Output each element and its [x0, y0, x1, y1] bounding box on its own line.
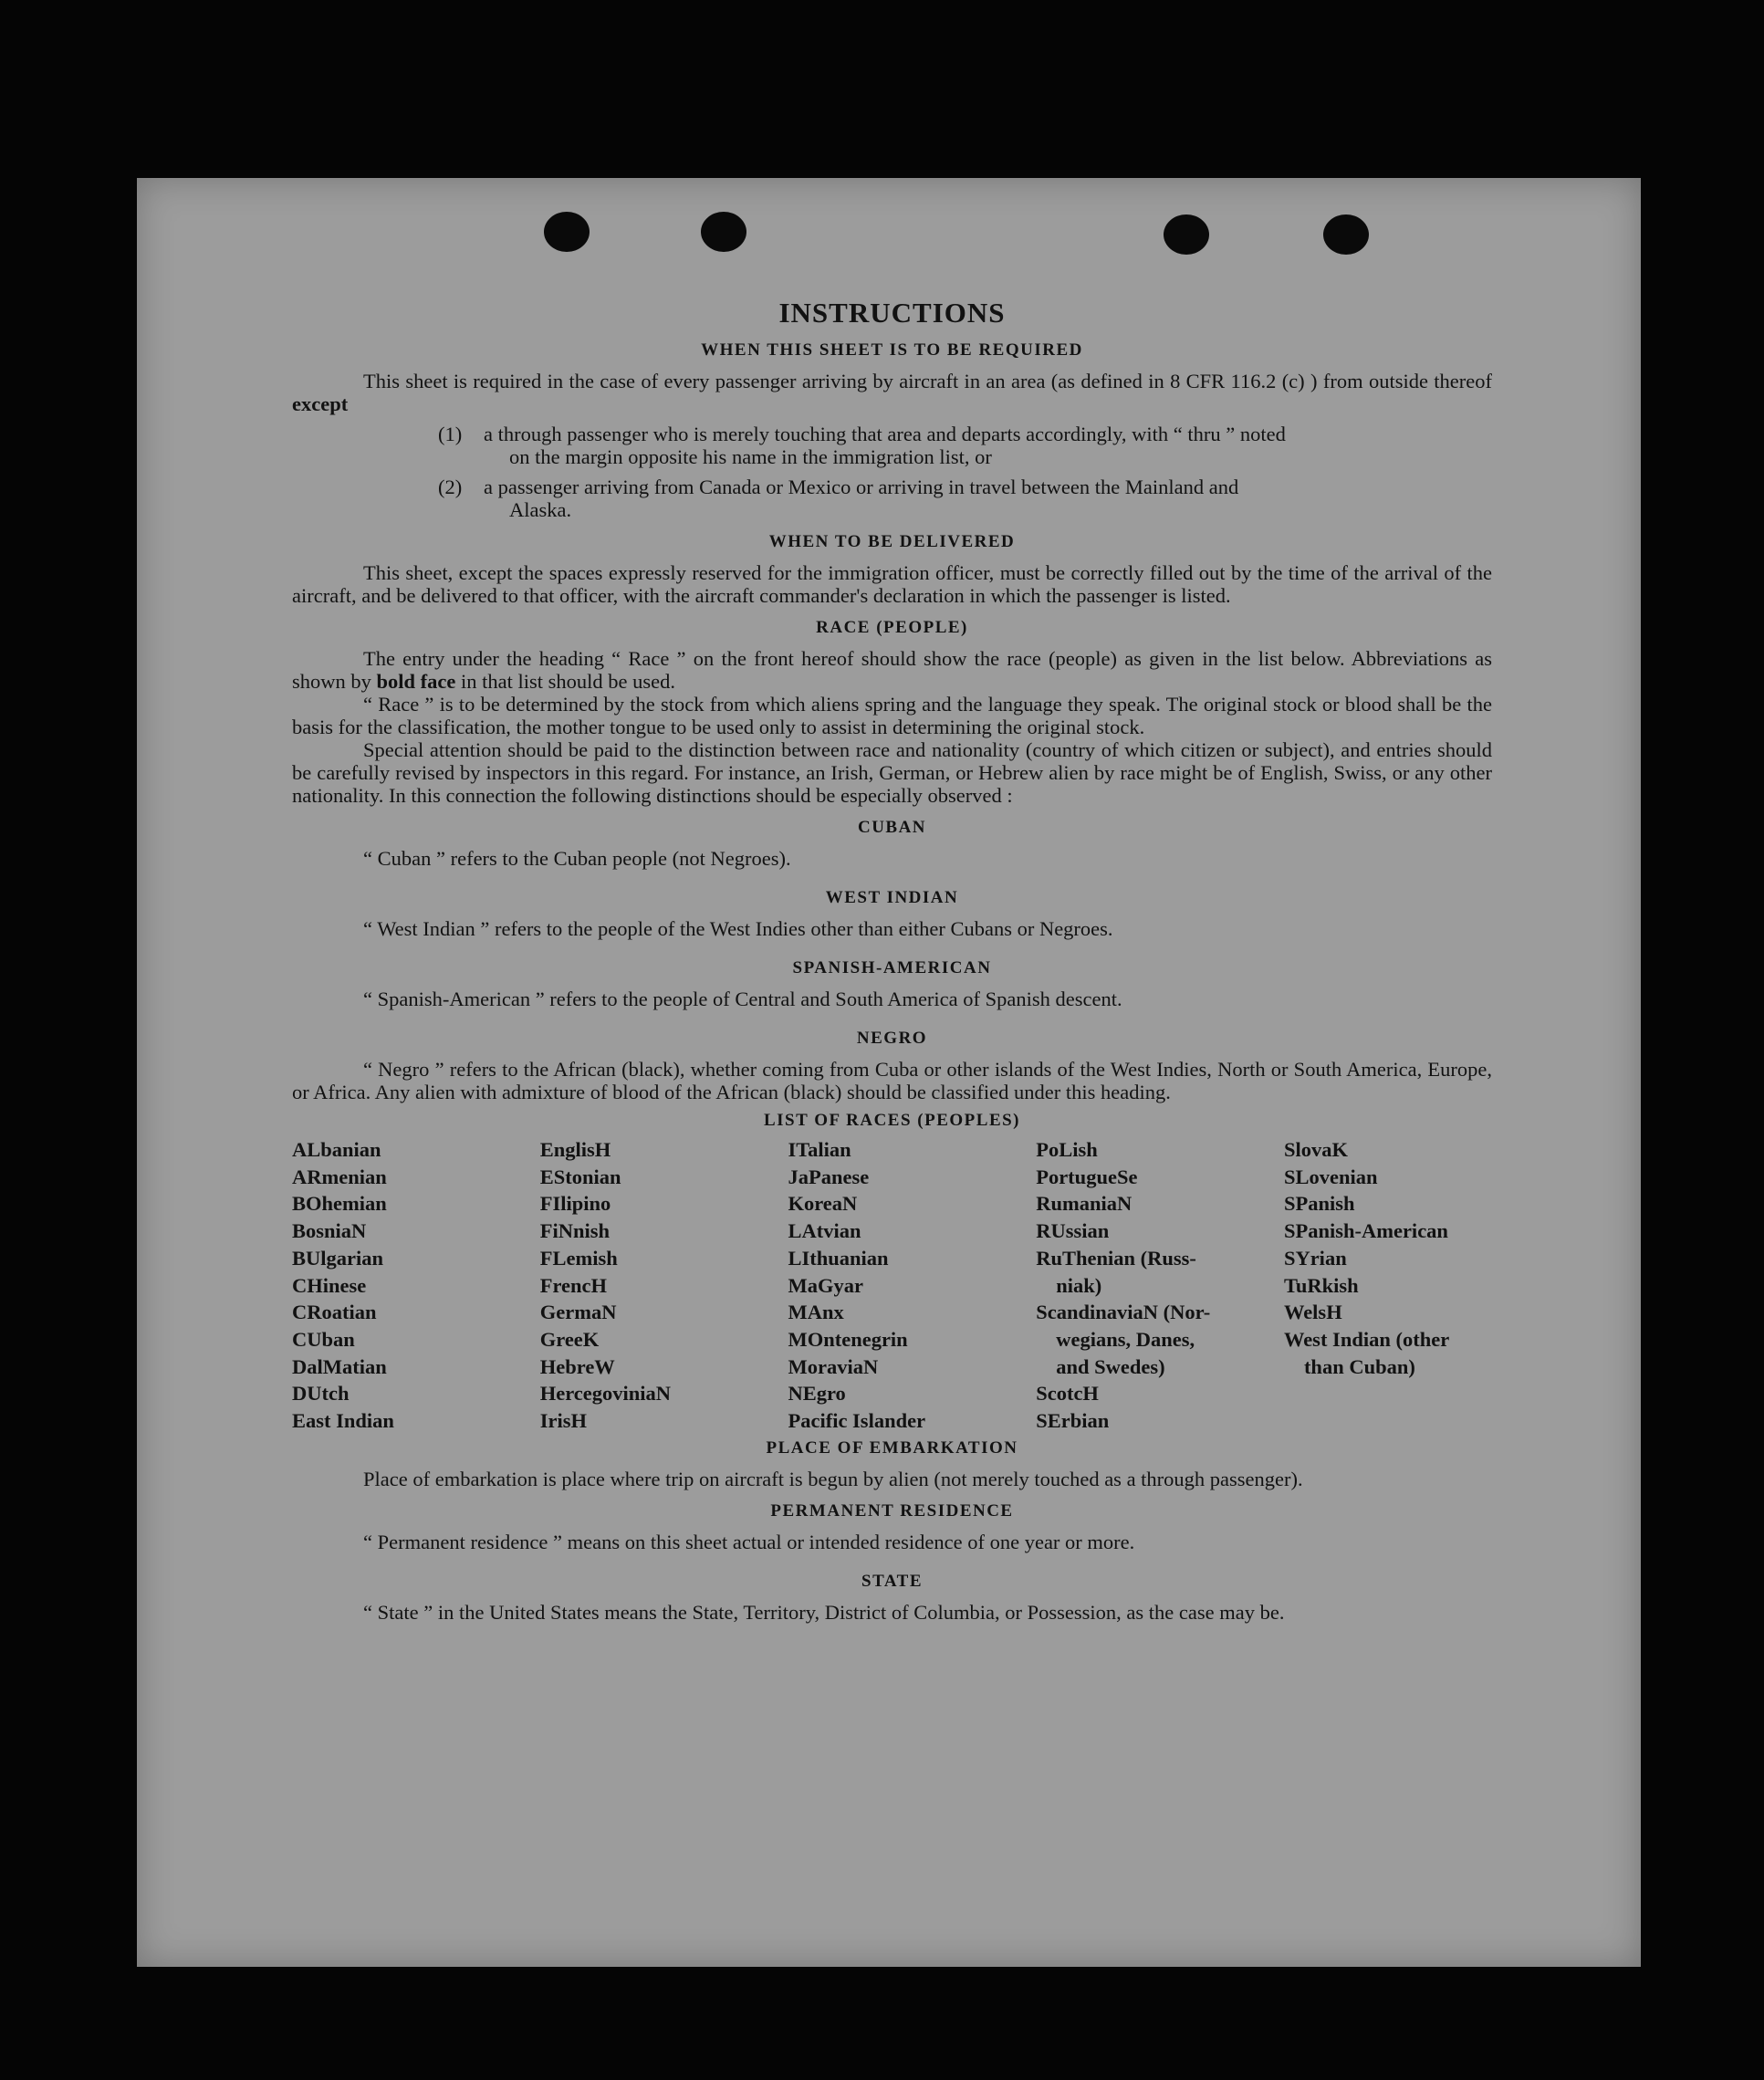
race-entry: FLemish	[539, 1246, 618, 1270]
heading-race-list: LIST OF RACES (PEOPLES)	[763, 1111, 1021, 1130]
race-entry: ScotcH	[1036, 1382, 1099, 1406]
race-column	[1284, 1136, 1492, 1435]
race-paragraph-2: “ Race ” is to be determined by the stock from which aliens spring and the language they speak. The original stock or blood shall be the basis for the classification, the mother tongue to be used only to assist in determining the original stock.	[292, 693, 1492, 738]
race-entry: LAtvian	[788, 1219, 861, 1243]
heading-required: WHEN THIS SHEET IS TO BE REQUIRED	[701, 340, 1083, 360]
residence-text: “ Permanent residence ” means on this sheet actual or intended residence of one year or more.	[363, 1530, 1135, 1553]
race-entry: niak)	[1056, 1273, 1102, 1297]
heading-race: RACE (PEOPLE)	[816, 618, 968, 637]
race-entry: LIthuanian	[788, 1246, 889, 1270]
list-item: (2) a passenger arriving from Canada or Mexico or arriving in travel between the Mainland and Alaska.	[438, 476, 1239, 521]
race-entry: BOhemian	[292, 1192, 387, 1216]
race-entry: EnglisH	[539, 1138, 611, 1161]
race-entry: DUtch	[292, 1382, 350, 1406]
instructions-content	[292, 297, 1492, 1624]
race-entry: IrisH	[539, 1409, 587, 1433]
race-entry: EStonian	[539, 1165, 621, 1188]
race-entry: HebreW	[539, 1354, 615, 1378]
race-paragraph-1: The entry under the heading “ Race ” on the front hereof should show the race (people) as given in the list below. Abbreviations as shown by bold face in that list should be used.	[292, 647, 1492, 693]
race-entry: SLovenian	[1283, 1165, 1378, 1188]
race-entry: BosniaN	[292, 1219, 367, 1243]
heading-delivered: WHEN TO BE DELIVERED	[768, 532, 1016, 551]
race-entry: and Swedes)	[1056, 1354, 1165, 1378]
page-title: INSTRUCTIONS	[778, 297, 1006, 329]
punch-hole	[701, 212, 746, 252]
race-column	[540, 1136, 788, 1435]
negro-text: “ Negro ” refers to the African (black), whether coming from Cuba or other islands of the West Indies, North or South America, Europe, or Africa. Any alien with admixture of blood of the African (black) should be classified under this heading.	[292, 1058, 1492, 1103]
race-column	[788, 1136, 1036, 1435]
punch-hole	[1323, 214, 1369, 255]
race-entry: HercegoviniaN	[539, 1382, 672, 1406]
race-entry: FiNnish	[539, 1219, 611, 1243]
race-entry: RuThenian (Russ-	[1036, 1246, 1196, 1270]
race-entry: ARmenian	[292, 1165, 387, 1188]
race-entry: MaGyar	[788, 1273, 863, 1297]
heading-state: STATE	[861, 1571, 923, 1591]
race-entry: RUssian	[1036, 1219, 1110, 1243]
race-entry: ScandinaviaN (Nor-	[1036, 1301, 1211, 1324]
race-entry: MAnx	[788, 1301, 844, 1324]
heading-negro: NEGRO	[856, 1029, 928, 1048]
heading-west-indian: WEST INDIAN	[825, 888, 959, 907]
race-entry: SPanish	[1283, 1192, 1355, 1216]
race-entry: SErbian	[1036, 1409, 1110, 1433]
race-entry: NEgro	[788, 1382, 846, 1406]
race-entry: JaPanese	[788, 1165, 870, 1188]
race-column	[1036, 1136, 1284, 1435]
race-entry: CRoatian	[292, 1301, 377, 1324]
embarkation-text: Place of embarkation is place where trip on aircraft is begun by alien (not merely touched as a through passenger).	[363, 1467, 1303, 1490]
delivered-text: This sheet, except the spaces expressly reserved for the immigration officer, must be correctly filled out by the time of the arrival of the aircraft, and be delivered to that officer, with the aircraft commander's declaration in which the passenger is listed.	[292, 561, 1492, 607]
required-intro: This sheet is required in the case of every passenger arriving by aircraft in an area (as defined in 8 CFR 116.2 (c) ) from outside thereof except	[292, 370, 1492, 415]
state-text: “ State ” in the United States means the State, Territory, District of Columbia, or Possession, as the case may be.	[363, 1600, 1285, 1624]
race-entry: SYrian	[1283, 1246, 1347, 1270]
race-entry: BUlgarian	[292, 1246, 384, 1270]
race-entry: FrencH	[539, 1273, 608, 1297]
race-entry: Pacific Islander	[788, 1409, 926, 1433]
race-list	[292, 1136, 1492, 1435]
document-sheet	[137, 178, 1641, 1967]
race-column	[292, 1136, 540, 1435]
race-entry: ITalian	[788, 1138, 851, 1161]
race-entry: DalMatian	[292, 1354, 387, 1378]
race-entry: KoreaN	[788, 1192, 858, 1216]
heading-embarkation: PLACE OF EMBARKATION	[766, 1437, 1018, 1458]
race-entry: SlovaK	[1283, 1138, 1348, 1161]
race-entry: GreeK	[539, 1327, 600, 1351]
race-entry: MOntenegrin	[788, 1327, 908, 1351]
race-entry: SPanish-American	[1283, 1219, 1448, 1243]
punch-hole	[544, 212, 590, 252]
race-entry: than Cuban)	[1303, 1354, 1415, 1378]
race-entry: PortugueSe	[1036, 1165, 1138, 1188]
race-entry: ALbanian	[292, 1138, 381, 1161]
race-entry: MoraviaN	[788, 1354, 879, 1378]
race-entry: RumaniaN	[1036, 1192, 1133, 1216]
spanish-american-text: “ Spanish-American ” refers to the people of Central and South America of Spanish descent.	[363, 988, 1122, 1010]
list-item: (1) a through passenger who is merely touching that area and departs accordingly, with “ thru ” noted on the margin opposite his name in the immigration list, or	[438, 423, 1286, 468]
race-entry: TuRkish	[1283, 1273, 1359, 1297]
west-indian-text: “ West Indian ” refers to the people of the West Indies other than either Cubans or Negroes.	[363, 917, 1113, 940]
race-entry: FIlipino	[539, 1192, 611, 1216]
race-entry: GermaN	[539, 1301, 617, 1324]
race-paragraph-3: Special attention should be paid to the distinction between race and nationality (country of which citizen or subject), and entries should be carefully revised by inspectors in this regard. For instance, an Irish, German, or Hebrew alien by race might be of English, Swiss, or any other nationality. In this connection the following distinctions should be especially observed :	[292, 738, 1492, 807]
punch-hole	[1164, 214, 1209, 255]
race-entry: East Indian	[292, 1409, 394, 1433]
heading-residence: PERMANENT RESIDENCE	[770, 1500, 1014, 1521]
race-entry: WelsH	[1283, 1301, 1342, 1324]
race-entry: CHinese	[292, 1273, 367, 1297]
heading-spanish-american: SPANISH-AMERICAN	[792, 958, 992, 977]
cuban-text: “ Cuban ” refers to the Cuban people (not Negroes).	[363, 847, 791, 870]
race-entry: CUban	[292, 1327, 355, 1351]
race-entry: West Indian (other	[1283, 1327, 1450, 1351]
heading-cuban: CUBAN	[857, 818, 927, 837]
race-entry: wegians, Danes,	[1056, 1327, 1195, 1351]
race-entry: PoLish	[1036, 1138, 1098, 1161]
